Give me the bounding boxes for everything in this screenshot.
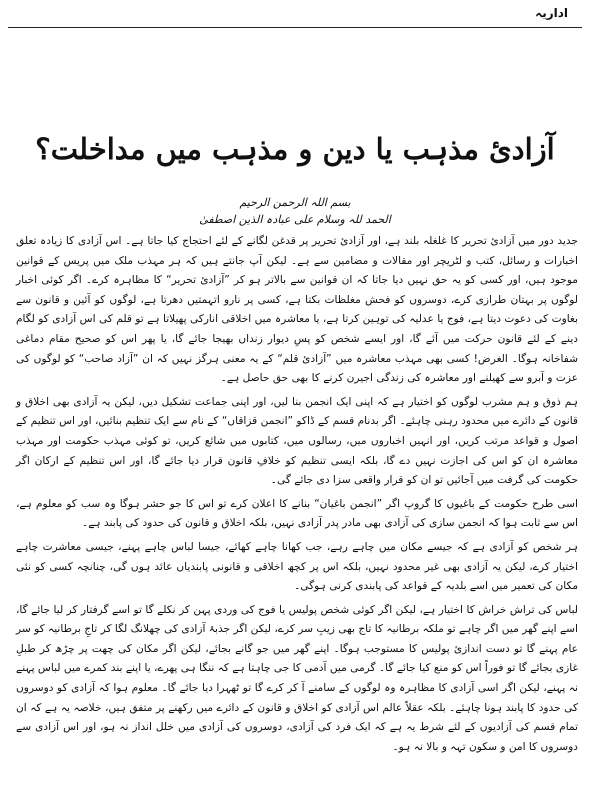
paragraph: جدید دور میں آزادیٔ تحریر کا غلغلہ بلند ہے، اور آزادیٔ تحریر پر قدغن لگانے کے لئے احتجاج کیا جاتا ہے۔ اس آزادی کا زیادہ تعلق اخبارات و رسائل، کتب و لٹریچر اور مقالات و مضامین سے ہے۔ لیکن آپ جانتے ہیں کہ ہر مہذب ملک میں پریس کے قوانین موجود ہیں، اور کسی کو یہ حق نہیں دیا جاتا کہ ان قوانین سے بالاتر ہو کر ”آزادیٔ تحریر“ کا مظاہرہ کرے۔ اگر کوئی اخبار لوگوں پر بہتان طرازی کرے، دوسروں کو فحش مغلظات بکتا ہے، کسی پر نارو اتہمتیں دھرتا ہے، لوگوں کو آئین و قانون سے بغاوت کی دعوت دیتا ہے، فوج یا عدلیہ کی توہین کرتا ہے، یا معاشرہ میں اخلاقی انارکی پھیلاتا ہے تو قلم کی اس آزادی کو لگام دینے کے لئے قانون حرکت میں آئے گا، اور ایسے شخص کو پسِ دیوار زنداں بھیجا جائے گا، یا پھر اس کو صحیح مقام دماغی شفاخانہ ہوگا۔ الغرض! کسی بھی مہذب معاشرہ میں ”آزادیٔ قلم“ کے یہ معنی ہرگز نہیں کہ ان ”آزاد صاحب“ کو لوگوں کی عزت و آبرو سے کھیلنے اور معاشرہ کی زندگی اجیرن کرنے کا بھی حق حاصل ہے۔ (16, 235, 578, 385)
header-divider (8, 27, 582, 28)
article-title: آزادیٔ مذہب یا دین و مذہب میں مداخلت؟ (35, 132, 555, 166)
bismillah-line: بسم اللہ الرحمن الرحیم (239, 196, 351, 209)
paragraph: اسی طرح حکومت کے باغیوں کا گروپ اگر ”انجمن باغیان“ بنانے کا اعلان کرے تو اس کا جو حشر ہوگا وہ سب کو معلوم ہے، اس سے ثابت ہوا کہ انجمن سازی کی آزادی بھی مادر پدر آزادی نہیں، بلکہ اخلاق و قانون کی حدود کی پابند ہے۔ (16, 497, 578, 530)
paragraph: ہم ذوق و ہم مشرب لوگوں کو اختیار ہے کہ اپنی ایک انجمن بنا لیں، اور اپنی جماعت تشکیل دیں، لیکن یہ آزادی بھی اخلاق و قانون کے دائرے میں محدود رہنی چاہئے۔ اگر بدنام قسم کے ڈاکو ”انجمن قزاقاں“ کے نام سے ایک تنظیم بنائیں، اور اس تنظیم کے اصول و قواعد مرتب کریں، اور انہیں اخباروں میں، رسالوں میں، کتابوں میں شائع کریں، تو کوئی مہذب حکومت اور مہذب معاشرہ ان کو اس کی اجازت نہیں دے گا، بلکہ ایسی تنظیم کو خلافِ قانون قرار دیا جائے گا، اور اس تنظیم کے ارکان اگر حکومت کی گرفت میں آجائیں تو ان کو قرار واقعی سزا دی جائے گی۔ (16, 395, 578, 487)
section-label: اداریہ (535, 6, 568, 20)
salutation-line: الحمد للہ وسلام علی عبادہ الذین اصطفیٰ (199, 213, 391, 226)
paragraph: ہر شخص کو آزادی ہے کہ جیسے مکان میں چاہے رہے، جب کھانا چاہے کھائے، جیسا لباس چاہے پہنے، جیسی معاشرت چاہے اختیار کرے، لیکن یہ آزادی بھی غیر محدود نہیں، بلکہ اس پر کچھ اخلاقی و قانونی پابندیاں عائد ہوں گی، چنانچہ کسی کو نئی مکان کی تعمیر میں اسے بلدیہ کے قواعد کی پابندی کرنی ہوگی۔ (16, 540, 578, 593)
paragraph: لباس کی تراش خراش کا اختیار ہے، لیکن اگر کوئی شخص پولیس یا فوج کی وردی پہن کر نکلے گا تو اسے گرفتار کر لیا جائے گا، اسے اپنے گھر میں اگر چاہے تو ملکہ برطانیہ کا تاج بھی زیبِ سر کرے، لیکن اگر جذبۂ آزادی کی چھلانگ لگا کر تاجِ برطانیہ کو سر عام پہنے گا تو دست اندازیٔ پولیس کا مستوجب ہوگا۔ اپنے گھر میں جو گانے بجائے، لیکن اگر مکان کی چھت پر چڑھ کر طبلِ غازی بجائے گا تو فوراً اس کو منع کیا جائے گا۔ گرمی میں آدمی کا جی چاہتا ہے کہ ننگا ہی پھرے، یا اپنے بند کمرے میں لباس پہنے نہ پہنے، لیکن اگر اسی آزادی کا مظاہرہ وہ لوگوں کے سامنے آ کر کرے گا تو ٹھہرا دیا جائے گا۔ معلوم ہوا کہ آزادی کو دوسروں کی حدود کا پابند ہونا چاہئے۔ بلکہ عقلاً عالم اس آزادی کو اخلاق و قانون کے دائرے میں رکھنے پر متفق ہیں، خلاصہ یہ ہے کہ ان تمام قسم کی آزادیوں کے لئے شرط یہ ہے کہ ایک فرد کی آزادی، دوسروں کی آزادی میں خلل انداز نہ ہو، اور اس آزادی سے دوسروں کا امن و سکون تہہ و بالا نہ ہو۔ (16, 603, 578, 753)
article-body (16, 232, 578, 761)
